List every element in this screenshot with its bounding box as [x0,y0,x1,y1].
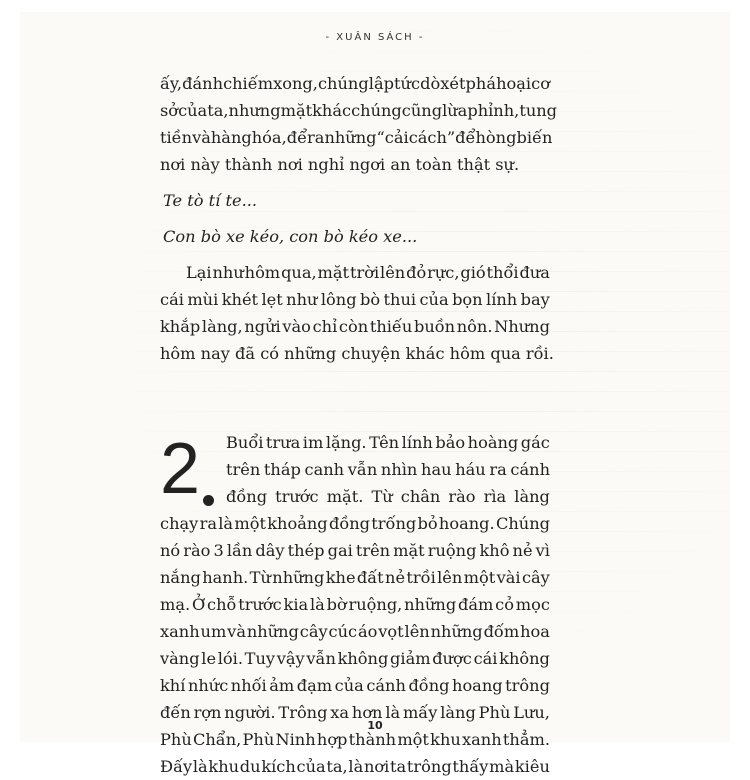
word: qua, [281,263,317,282]
word: Trông [278,703,328,722]
word: cánh [510,460,550,479]
word: cây [521,568,550,587]
word: bay [520,290,550,309]
word: thiếu [369,317,413,336]
word: trống [371,514,417,533]
word: “cải [376,128,409,147]
word: hanh. [202,568,249,587]
word: không [337,649,389,668]
word: hôm [244,263,281,282]
text-line [160,124,553,151]
word: trồi [406,568,436,587]
word: lên [437,568,463,587]
word: hoang. [438,514,495,533]
word: hơn [351,703,383,722]
word: Tên [369,433,400,452]
word: để [455,128,476,147]
word: mạ. [160,595,191,614]
word: chiếm [223,74,274,93]
word: trên [226,460,261,479]
word: của [419,290,449,309]
word: Buổi [226,433,264,452]
word: gác [520,433,550,452]
word: là [192,757,208,776]
word: đánh [182,74,223,93]
word: tiền [160,128,193,147]
word: háu [455,460,486,479]
word: đốm [483,622,520,641]
word: lẹt [261,290,283,309]
text-line [160,564,550,591]
word: chỗ [207,595,237,614]
word: thổi [486,263,519,282]
word: những [272,568,325,587]
word: mặt [317,263,350,282]
word: vẫn [347,460,378,479]
word: ta, [326,757,348,776]
word: sở [160,101,179,120]
word: xanh [462,730,502,749]
word: rợn [193,703,222,722]
word: cúc [328,622,358,641]
word: hau [421,460,452,479]
dropcap-dot [203,495,214,506]
word: và [227,622,246,641]
text-line [160,313,550,340]
text-line [160,259,550,286]
word: tháp [263,460,301,479]
word: chân [400,487,441,506]
word: hoang [452,676,503,695]
word: ấy, [160,74,183,93]
word: một [234,514,266,533]
word: lính [486,290,518,309]
word: vài [496,568,521,587]
word: vì [535,541,550,560]
word: thẳm. [502,730,550,749]
word: nhức [187,676,229,695]
text-line [160,591,550,618]
song-line: Con bò xe kéo, con bò kéo xe... [163,227,418,246]
word: thành [348,730,397,749]
word: nẻ [385,568,406,587]
word: um [200,622,227,641]
word: được [432,649,472,668]
word: vẫn [306,649,336,668]
text-line: nơi này thành nơi nghỉ ngơi an toàn thật sự. [160,155,520,174]
word: đồng [408,676,450,695]
word: cánh [366,676,406,695]
running-head: - XUÂN SÁCH - [325,32,425,43]
paragraph-2 [160,259,554,367]
word: nhìn [380,460,418,479]
word: là [385,703,401,722]
word: còn [338,317,369,336]
word: ảm [269,676,295,695]
word: lên [380,263,406,282]
word: chúng [351,101,402,120]
word: bọn [452,290,483,309]
word: như [286,290,318,309]
word: hòng [475,128,517,147]
text-line [160,97,558,124]
word: khô [479,541,510,560]
word: hoa [520,622,550,641]
word: hợp [316,730,348,749]
word: ra [199,514,217,533]
word: Từ [371,487,393,506]
word: thép [287,541,325,560]
word: Từ [249,568,271,587]
word: khác [312,101,352,120]
word: mọc [515,595,550,614]
word: vàng [160,649,200,668]
word: rào [183,541,211,560]
song-line: Te tò tí te... [163,191,258,210]
word: chỉ [312,317,338,336]
word: Phù [478,703,511,722]
book-page [20,12,730,776]
word: mùi [187,290,219,309]
word: Chẩn, [192,730,242,749]
word: hoàng [467,433,519,452]
text-line [160,672,550,699]
word: đám [458,595,494,614]
word: bỏ [417,514,438,533]
word: lông [320,290,357,309]
word: nhối [230,676,267,695]
word: làng [440,703,476,722]
word: hóa, [251,128,287,147]
word: lặng. [325,433,367,452]
word: kích [261,757,296,776]
word: khu [208,757,240,776]
word: của [296,757,326,776]
word: gió [460,263,486,282]
word: khoảng [267,514,328,533]
word: một [397,730,429,749]
word: mặt [280,101,313,120]
word: cái [160,290,184,309]
word: hàng [210,128,252,147]
word: của [178,101,208,120]
word: trước [238,595,282,614]
word: hoại [496,74,532,93]
word: ta [390,757,407,776]
word: nhưng [228,101,281,120]
text-line [160,645,550,672]
text-line [226,456,550,483]
word: gai [327,541,353,560]
word: một [463,568,496,587]
word: để [286,128,308,147]
word: khắp [160,317,201,336]
word: xa [330,703,350,722]
word: bờ [326,595,347,614]
word: ngửi [244,317,281,336]
word: làng [514,487,550,506]
word: đến [160,703,191,722]
word: nẻ [512,541,533,560]
word: đỏ [406,263,427,282]
word: những [246,622,299,641]
word: ra [307,128,325,147]
word: những [404,595,457,614]
word: lên [404,622,430,641]
word: làng, [201,317,243,336]
word: là [348,757,364,776]
word: bảo [435,433,466,452]
text-line [160,510,550,537]
word: xét [440,74,466,93]
word: Ninh [275,730,316,749]
word: phỉnh, [467,101,520,120]
word: là [218,514,234,533]
word: xong, [273,74,318,93]
word: ruộng, [348,595,403,614]
word: trông [406,757,452,776]
word: mà [489,757,515,776]
word: rìa [483,487,507,506]
word: mặt. [326,487,364,506]
word: những [430,622,483,641]
word: lập [368,74,394,93]
word: nơi [363,757,390,776]
word: thấy [452,757,489,776]
word: lính [401,433,433,452]
word: nắng [160,568,201,587]
word: ra [489,460,507,479]
word: là [309,595,325,614]
word: kia [283,595,309,614]
body-text [160,70,558,780]
text-line [160,537,550,564]
word: cách” [408,128,456,147]
word: cũng [401,101,443,120]
word: kiêu [514,757,550,776]
word: cỏ [495,595,514,614]
word: khét [221,290,259,309]
word: tức [394,74,421,93]
word: trên [355,541,391,560]
word: trông [505,676,550,695]
page-number: 10 [367,719,383,732]
word: mặt [393,541,425,560]
word: khu [430,730,461,749]
word: biến [516,128,553,147]
text-line: hôm nay đã có những chuyện khác hôm qua rồi. [160,344,554,363]
word: đạm [296,676,333,695]
word: khí [160,676,186,695]
word: canh [304,460,345,479]
word: nó [160,541,181,560]
text-line [160,618,550,645]
word: vọt [378,622,404,641]
word: áo [357,622,378,641]
word: và [192,128,211,147]
word: xanh [160,622,200,641]
word: nôn. [456,317,493,336]
word: Phù [160,730,192,749]
word: trời [349,263,380,282]
word: Nhưng [494,317,550,336]
word: đất [356,568,384,587]
word: le [201,649,217,668]
word: những [324,128,377,147]
word: không [499,649,550,668]
word: cái [473,649,498,668]
text-line [226,483,550,510]
word: Tuy [244,649,276,668]
word: phá [465,74,496,93]
word: 3 [213,541,224,560]
text-line [160,286,550,313]
word: rào [448,487,476,506]
word: Ở [191,595,206,614]
word: vậy [276,649,305,668]
word: lừa [442,101,468,120]
word: du [239,757,261,776]
word: mấy [402,703,438,722]
word: ruộng [427,541,477,560]
word: Chúng [495,514,550,533]
word: người. [224,703,276,722]
word: Lại [186,263,212,282]
word: đưa [519,263,550,282]
word: dây [255,541,285,560]
word: trưa [265,433,301,452]
word: đồng [328,514,371,533]
word: khe [325,568,356,587]
text-line [160,70,550,97]
word: im [302,433,324,452]
word: trước [275,487,319,506]
word: như [212,263,244,282]
section-number-dropcap: 2 [160,429,201,509]
word: chúng [317,74,369,93]
word: buồn [413,317,456,336]
word: ta, [207,101,229,120]
word: Đấy [160,757,193,776]
word: thui [383,290,417,309]
song-verse [160,187,550,250]
word: tung [519,101,558,120]
text-line [226,429,550,456]
word: rực, [427,263,460,282]
word: Lưu, [513,703,550,722]
word: giảm [390,649,431,668]
word: vào [282,317,311,336]
word: bò [359,290,381,309]
word: chạy [160,514,199,533]
word: đồng [226,487,268,506]
word: dò [420,74,441,93]
text-line [160,753,550,780]
word: lói. [217,649,243,668]
word: Phù [242,730,275,749]
word: lần [226,541,253,560]
paragraph-1 [160,70,558,178]
word: cây [299,622,328,641]
word: cơ [531,74,550,93]
word: của [334,676,364,695]
